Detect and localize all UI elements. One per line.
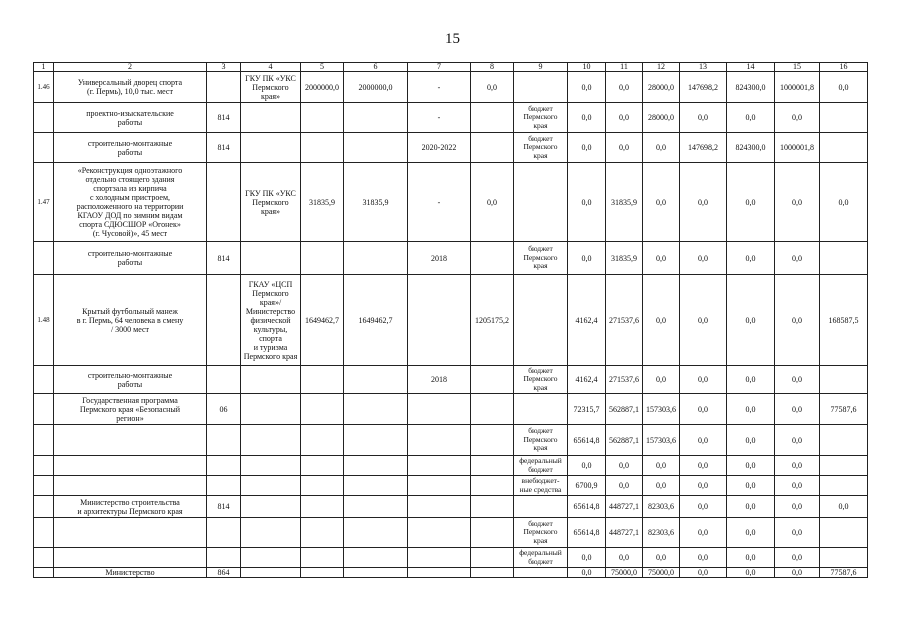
amount-col-10-cell: 0,0	[568, 103, 606, 133]
completed-before-cell	[471, 242, 514, 275]
department-code-cell: 814	[207, 103, 241, 133]
amount-col-12-cell: 157303,6	[643, 425, 680, 456]
amount-col-12-cell: 0,0	[643, 133, 680, 163]
amount-col-16-cell	[820, 518, 868, 548]
responsible-executor-cell	[241, 548, 301, 568]
funding-source-cell: внебюджет- ные средства	[514, 476, 568, 496]
responsible-executor-cell	[241, 366, 301, 394]
amount-col-10-cell: 0,0	[568, 133, 606, 163]
amount-col-11-cell: 271537,6	[606, 275, 643, 366]
completed-before-cell: 0,0	[471, 72, 514, 103]
amount-col-16-cell: 0,0	[820, 496, 868, 518]
item-name-cell: Министерство	[54, 568, 207, 578]
completed-before-cell	[471, 518, 514, 548]
table-row	[34, 425, 868, 456]
responsible-executor-cell	[241, 103, 301, 133]
cost-in-prices-cell: 31835,9	[344, 163, 408, 242]
amount-col-11-cell: 0,0	[606, 72, 643, 103]
amount-col-10-cell: 72315,7	[568, 394, 606, 425]
amount-col-15-cell: 0,0	[775, 518, 820, 548]
amount-col-12-cell: 82303,6	[643, 496, 680, 518]
item-name-cell: Министерство строительства и архитектуры Пермского края	[54, 496, 207, 518]
amount-col-13-cell: 0,0	[680, 163, 727, 242]
table-row	[34, 476, 868, 496]
amount-col-10-cell: 0,0	[568, 568, 606, 578]
amount-col-12-cell: 0,0	[643, 456, 680, 476]
table-row	[34, 568, 868, 578]
amount-col-16-cell	[820, 133, 868, 163]
item-name-cell: строительно-монтажные работы	[54, 133, 207, 163]
budget-table-body	[34, 63, 868, 578]
funding-source-cell: бюджет Пермского края	[514, 103, 568, 133]
completed-before-cell	[471, 568, 514, 578]
completed-before-cell	[471, 456, 514, 476]
amount-col-16-cell	[820, 476, 868, 496]
construction-period-cell	[408, 275, 471, 366]
amount-col-16-cell: 168587,5	[820, 275, 868, 366]
cost-in-prices-cell	[344, 548, 408, 568]
item-number-cell	[34, 103, 54, 133]
amount-col-15-cell: 0,0	[775, 425, 820, 456]
amount-col-10-cell: 4162,4	[568, 366, 606, 394]
item-number-cell	[34, 548, 54, 568]
amount-col-14-cell: 0,0	[727, 242, 775, 275]
column-number-16: 16	[820, 63, 868, 72]
construction-period-cell	[408, 548, 471, 568]
amount-col-10-cell: 65614,8	[568, 496, 606, 518]
cost-in-prices-cell	[344, 394, 408, 425]
amount-col-12-cell: 0,0	[643, 548, 680, 568]
responsible-executor-cell	[241, 518, 301, 548]
amount-col-14-cell: 0,0	[727, 394, 775, 425]
amount-col-10-cell: 6700,9	[568, 476, 606, 496]
amount-col-14-cell: 0,0	[727, 103, 775, 133]
item-name-cell	[54, 548, 207, 568]
table-row	[34, 163, 868, 242]
construction-period-cell: 2018	[408, 366, 471, 394]
item-name-cell	[54, 425, 207, 456]
amount-col-14-cell: 0,0	[727, 518, 775, 548]
amount-col-12-cell: 157303,6	[643, 394, 680, 425]
amount-col-10-cell: 0,0	[568, 72, 606, 103]
responsible-executor-cell: ГКУ ПК «УКС Пермского края»	[241, 163, 301, 242]
estimated-cost-cell	[301, 456, 344, 476]
amount-col-16-cell: 77587,6	[820, 394, 868, 425]
amount-col-16-cell	[820, 366, 868, 394]
responsible-executor-cell	[241, 476, 301, 496]
amount-col-14-cell: 0,0	[727, 548, 775, 568]
cost-in-prices-cell	[344, 425, 408, 456]
column-number-15: 15	[775, 63, 820, 72]
item-number-cell	[34, 568, 54, 578]
amount-col-13-cell: 0,0	[680, 425, 727, 456]
funding-source-cell: бюджет Пермского края	[514, 425, 568, 456]
amount-col-12-cell: 0,0	[643, 476, 680, 496]
responsible-executor-cell: ГКАУ «ЦСП Пермского края»/ Министерство физической культуры, спорта и туризма Пермского края	[241, 275, 301, 366]
amount-col-15-cell: 0,0	[775, 456, 820, 476]
department-code-cell: 814	[207, 496, 241, 518]
amount-col-10-cell: 0,0	[568, 242, 606, 275]
item-name-cell: строительно-монтажные работы	[54, 366, 207, 394]
amount-col-11-cell: 562887,1	[606, 394, 643, 425]
amount-col-16-cell	[820, 456, 868, 476]
construction-period-cell	[408, 568, 471, 578]
completed-before-cell	[471, 366, 514, 394]
amount-col-14-cell: 0,0	[727, 275, 775, 366]
construction-period-cell	[408, 425, 471, 456]
amount-col-12-cell: 0,0	[643, 366, 680, 394]
item-name-cell: строительно-монтажные работы	[54, 242, 207, 275]
department-code-cell: 814	[207, 242, 241, 275]
table-row	[34, 366, 868, 394]
amount-col-12-cell: 28000,0	[643, 103, 680, 133]
table-row	[34, 496, 868, 518]
item-number-cell	[34, 366, 54, 394]
column-number-3: 3	[207, 63, 241, 72]
item-number-cell	[34, 425, 54, 456]
construction-period-cell: 2020-2022	[408, 133, 471, 163]
amount-col-10-cell: 4162,4	[568, 275, 606, 366]
amount-col-15-cell: 0,0	[775, 275, 820, 366]
estimated-cost-cell	[301, 103, 344, 133]
amount-col-16-cell: 0,0	[820, 72, 868, 103]
item-number-cell	[34, 133, 54, 163]
amount-col-15-cell: 1000001,8	[775, 72, 820, 103]
cost-in-prices-cell	[344, 103, 408, 133]
amount-col-10-cell: 65614,8	[568, 518, 606, 548]
funding-source-cell	[514, 496, 568, 518]
amount-col-16-cell	[820, 103, 868, 133]
funding-source-cell: бюджет Пермского края	[514, 242, 568, 275]
amount-col-13-cell: 0,0	[680, 275, 727, 366]
amount-col-11-cell: 562887,1	[606, 425, 643, 456]
department-code-cell: 06	[207, 394, 241, 425]
responsible-executor-cell	[241, 456, 301, 476]
item-number-cell	[34, 518, 54, 548]
amount-col-15-cell: 0,0	[775, 103, 820, 133]
amount-col-16-cell	[820, 548, 868, 568]
cost-in-prices-cell	[344, 568, 408, 578]
estimated-cost-cell	[301, 366, 344, 394]
cost-in-prices-cell: 2000000,0	[344, 72, 408, 103]
funding-source-cell	[514, 394, 568, 425]
amount-col-15-cell: 0,0	[775, 163, 820, 242]
item-name-cell: проектно-изыскательские работы	[54, 103, 207, 133]
column-number-row	[34, 63, 868, 72]
department-code-cell	[207, 518, 241, 548]
amount-col-13-cell: 0,0	[680, 366, 727, 394]
estimated-cost-cell: 31835,9	[301, 163, 344, 242]
amount-col-16-cell	[820, 425, 868, 456]
amount-col-15-cell: 0,0	[775, 568, 820, 578]
completed-before-cell	[471, 394, 514, 425]
item-number-cell: 1.48	[34, 275, 54, 366]
amount-col-15-cell: 0,0	[775, 496, 820, 518]
completed-before-cell	[471, 133, 514, 163]
responsible-executor-cell	[241, 242, 301, 275]
amount-col-11-cell: 448727,1	[606, 518, 643, 548]
completed-before-cell: 0,0	[471, 163, 514, 242]
amount-col-11-cell: 271537,6	[606, 366, 643, 394]
construction-period-cell	[408, 456, 471, 476]
estimated-cost-cell: 2000000,0	[301, 72, 344, 103]
amount-col-15-cell: 0,0	[775, 242, 820, 275]
amount-col-14-cell: 0,0	[727, 456, 775, 476]
amount-col-14-cell: 0,0	[727, 163, 775, 242]
department-code-cell	[207, 425, 241, 456]
item-name-cell: Универсальный дворец спорта (г. Пермь), 10,0 тыс. мест	[54, 72, 207, 103]
estimated-cost-cell	[301, 394, 344, 425]
column-number-9: 9	[514, 63, 568, 72]
department-code-cell	[207, 163, 241, 242]
completed-before-cell	[471, 496, 514, 518]
item-number-cell	[34, 394, 54, 425]
amount-col-16-cell: 77587,6	[820, 568, 868, 578]
amount-col-10-cell: 0,0	[568, 548, 606, 568]
responsible-executor-cell	[241, 496, 301, 518]
cost-in-prices-cell	[344, 366, 408, 394]
completed-before-cell: 1205175,2	[471, 275, 514, 366]
funding-source-cell: федеральный бюджет	[514, 548, 568, 568]
cost-in-prices-cell	[344, 456, 408, 476]
construction-period-cell: -	[408, 103, 471, 133]
column-number-8: 8	[471, 63, 514, 72]
department-code-cell: 864	[207, 568, 241, 578]
page-number: 15	[445, 31, 460, 47]
department-code-cell	[207, 548, 241, 568]
column-number-12: 12	[643, 63, 680, 72]
funding-source-cell: бюджет Пермского края	[514, 133, 568, 163]
item-number-cell: 1.47	[34, 163, 54, 242]
amount-col-15-cell: 0,0	[775, 394, 820, 425]
responsible-executor-cell	[241, 568, 301, 578]
completed-before-cell	[471, 476, 514, 496]
estimated-cost-cell	[301, 425, 344, 456]
amount-col-10-cell: 0,0	[568, 456, 606, 476]
department-code-cell: 814	[207, 133, 241, 163]
amount-col-12-cell: 0,0	[643, 163, 680, 242]
item-number-cell	[34, 456, 54, 476]
responsible-executor-cell	[241, 394, 301, 425]
table-row	[34, 394, 868, 425]
construction-period-cell: -	[408, 163, 471, 242]
item-name-cell	[54, 476, 207, 496]
item-name-cell	[54, 518, 207, 548]
column-number-14: 14	[727, 63, 775, 72]
amount-col-11-cell: 0,0	[606, 456, 643, 476]
amount-col-15-cell: 0,0	[775, 366, 820, 394]
amount-col-15-cell: 0,0	[775, 476, 820, 496]
table-row	[34, 133, 868, 163]
amount-col-13-cell: 0,0	[680, 548, 727, 568]
column-number-5: 5	[301, 63, 344, 72]
amount-col-11-cell: 0,0	[606, 548, 643, 568]
item-number-cell: 1.46	[34, 72, 54, 103]
cost-in-prices-cell	[344, 133, 408, 163]
construction-period-cell	[408, 496, 471, 518]
estimated-cost-cell	[301, 476, 344, 496]
responsible-executor-cell	[241, 133, 301, 163]
estimated-cost-cell	[301, 133, 344, 163]
column-number-4: 4	[241, 63, 301, 72]
responsible-executor-cell: ГКУ ПК «УКС Пермского края»	[241, 72, 301, 103]
amount-col-15-cell: 1000001,8	[775, 133, 820, 163]
completed-before-cell	[471, 103, 514, 133]
amount-col-11-cell: 0,0	[606, 476, 643, 496]
funding-source-cell: федеральный бюджет	[514, 456, 568, 476]
funding-source-cell	[514, 275, 568, 366]
amount-col-15-cell: 0,0	[775, 548, 820, 568]
amount-col-11-cell: 31835,9	[606, 242, 643, 275]
amount-col-16-cell	[820, 242, 868, 275]
department-code-cell	[207, 72, 241, 103]
construction-period-cell: -	[408, 72, 471, 103]
column-number-13: 13	[680, 63, 727, 72]
amount-col-14-cell: 0,0	[727, 425, 775, 456]
table-row	[34, 242, 868, 275]
construction-period-cell	[408, 394, 471, 425]
estimated-cost-cell	[301, 496, 344, 518]
item-name-cell: Государственная программа Пермского края «Безопасный регион»	[54, 394, 207, 425]
budget-table	[33, 62, 868, 578]
amount-col-14-cell: 824300,0	[727, 72, 775, 103]
completed-before-cell	[471, 548, 514, 568]
amount-col-14-cell: 0,0	[727, 366, 775, 394]
amount-col-13-cell: 0,0	[680, 496, 727, 518]
cost-in-prices-cell	[344, 476, 408, 496]
amount-col-12-cell: 75000,0	[643, 568, 680, 578]
item-number-cell	[34, 476, 54, 496]
construction-period-cell: 2018	[408, 242, 471, 275]
table-row	[34, 275, 868, 366]
column-number-1: 1	[34, 63, 54, 72]
amount-col-11-cell: 448727,1	[606, 496, 643, 518]
cost-in-prices-cell: 1649462,7	[344, 275, 408, 366]
amount-col-10-cell: 65614,8	[568, 425, 606, 456]
department-code-cell	[207, 456, 241, 476]
table-row	[34, 548, 868, 568]
amount-col-11-cell: 0,0	[606, 103, 643, 133]
table-row	[34, 518, 868, 548]
construction-period-cell	[408, 476, 471, 496]
construction-period-cell	[408, 518, 471, 548]
funding-source-cell	[514, 163, 568, 242]
estimated-cost-cell	[301, 548, 344, 568]
column-number-2: 2	[54, 63, 207, 72]
cost-in-prices-cell	[344, 242, 408, 275]
column-number-11: 11	[606, 63, 643, 72]
responsible-executor-cell	[241, 425, 301, 456]
amount-col-13-cell: 0,0	[680, 476, 727, 496]
funding-source-cell	[514, 72, 568, 103]
estimated-cost-cell: 1649462,7	[301, 275, 344, 366]
column-number-6: 6	[344, 63, 408, 72]
amount-col-12-cell: 0,0	[643, 242, 680, 275]
amount-col-12-cell: 82303,6	[643, 518, 680, 548]
amount-col-13-cell: 0,0	[680, 394, 727, 425]
table-row	[34, 456, 868, 476]
funding-source-cell: бюджет Пермского края	[514, 366, 568, 394]
funding-source-cell: бюджет Пермского края	[514, 518, 568, 548]
amount-col-14-cell: 0,0	[727, 496, 775, 518]
column-number-10: 10	[568, 63, 606, 72]
cost-in-prices-cell	[344, 496, 408, 518]
department-code-cell	[207, 366, 241, 394]
amount-col-14-cell: 0,0	[727, 568, 775, 578]
amount-col-13-cell: 147698,2	[680, 72, 727, 103]
estimated-cost-cell	[301, 242, 344, 275]
department-code-cell	[207, 275, 241, 366]
item-number-cell	[34, 242, 54, 275]
estimated-cost-cell	[301, 568, 344, 578]
cost-in-prices-cell	[344, 518, 408, 548]
item-name-cell: «Реконструкция одноэтажного отдельно стоящего здания спортзала из кирпича с холодным пристроем, расположенного на территории КГАОУ ДОД по зимним видам спорта СДЮСШОР «Огонек» (г. Чусовой)», 45 мест	[54, 163, 207, 242]
amount-col-12-cell: 28000,0	[643, 72, 680, 103]
amount-col-13-cell: 0,0	[680, 242, 727, 275]
item-number-cell	[34, 496, 54, 518]
completed-before-cell	[471, 425, 514, 456]
table-row	[34, 103, 868, 133]
amount-col-13-cell: 0,0	[680, 456, 727, 476]
amount-col-16-cell: 0,0	[820, 163, 868, 242]
amount-col-14-cell: 824300,0	[727, 133, 775, 163]
estimated-cost-cell	[301, 518, 344, 548]
amount-col-14-cell: 0,0	[727, 476, 775, 496]
amount-col-11-cell: 0,0	[606, 133, 643, 163]
table-row	[34, 72, 868, 103]
amount-col-11-cell: 31835,9	[606, 163, 643, 242]
department-code-cell	[207, 476, 241, 496]
item-name-cell	[54, 456, 207, 476]
funding-source-cell	[514, 568, 568, 578]
amount-col-13-cell: 0,0	[680, 518, 727, 548]
column-number-7: 7	[408, 63, 471, 72]
amount-col-12-cell: 0,0	[643, 275, 680, 366]
amount-col-13-cell: 0,0	[680, 568, 727, 578]
item-name-cell: Крытый футбольный манеж в г. Пермь, 64 человека в смену / 3000 мест	[54, 275, 207, 366]
amount-col-11-cell: 75000,0	[606, 568, 643, 578]
amount-col-13-cell: 0,0	[680, 103, 727, 133]
amount-col-13-cell: 147698,2	[680, 133, 727, 163]
amount-col-10-cell: 0,0	[568, 163, 606, 242]
